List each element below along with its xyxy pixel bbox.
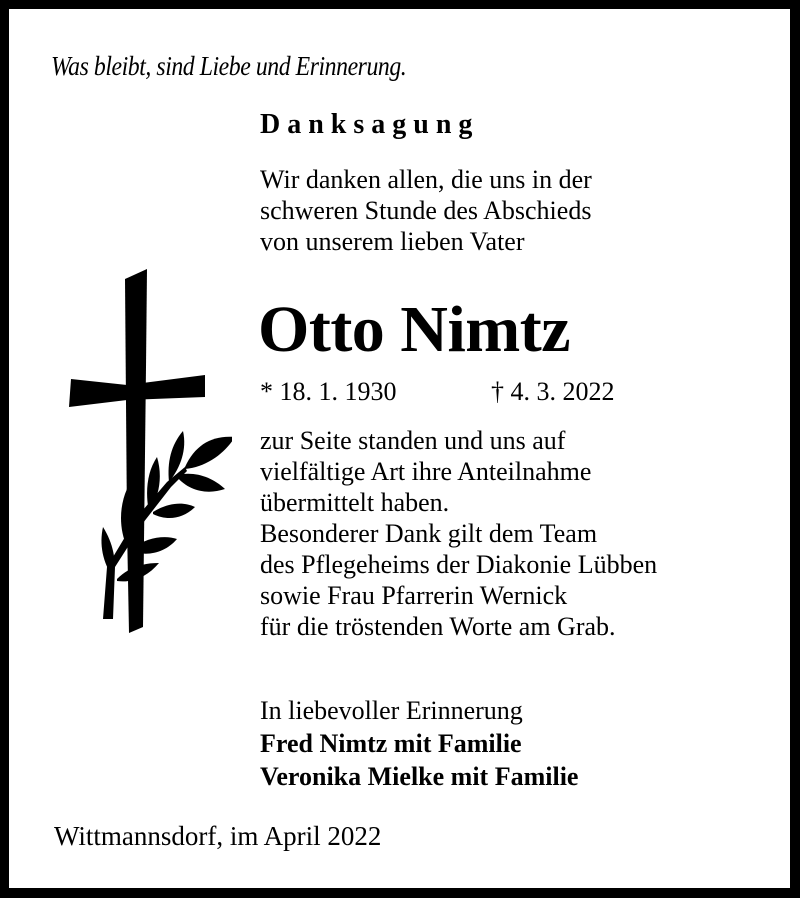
intro-line: schweren Stunde des Abschieds [260, 196, 592, 225]
body-line: Besonderer Dank gilt dem Team [260, 519, 598, 548]
place-date: Wittmannsdorf, im April 2022 [54, 821, 382, 851]
signatory: Veronika Mielke mit Familie [260, 762, 579, 791]
intro-text [260, 164, 592, 257]
signatory: Fred Nimtz mit Familie [260, 729, 522, 758]
cross-with-branch-icon [67, 267, 232, 637]
body-line: sowie Frau Pfarrerin Wernick [260, 581, 568, 610]
thanks-text [260, 425, 657, 642]
life-dates [260, 377, 615, 407]
closing-block [260, 694, 578, 793]
motto: Was bleibt, sind Liebe und Erinnerung. [51, 51, 407, 81]
body-line: vielfältige Art ihre Anteilnahme [260, 457, 592, 486]
obituary-notice [9, 9, 790, 888]
birth-date: * 18. 1. 1930 [260, 377, 397, 406]
deceased-name: Otto Nimtz [258, 293, 571, 366]
intro-line: von unserem lieben Vater [260, 227, 525, 256]
death-date: † 4. 3. 2022 [491, 377, 615, 406]
body-line: des Pflegeheims der Diakonie Lübben [260, 550, 658, 579]
heading: Danksagung [260, 109, 480, 140]
body-line: übermittelt haben. [260, 488, 450, 517]
intro-line: Wir danken allen, die uns in der [260, 165, 592, 194]
closing-phrase: In liebevoller Erinnerung [260, 696, 523, 725]
body-line: für die tröstenden Worte am Grab. [260, 612, 616, 641]
body-line: zur Seite standen und uns auf [260, 426, 566, 455]
